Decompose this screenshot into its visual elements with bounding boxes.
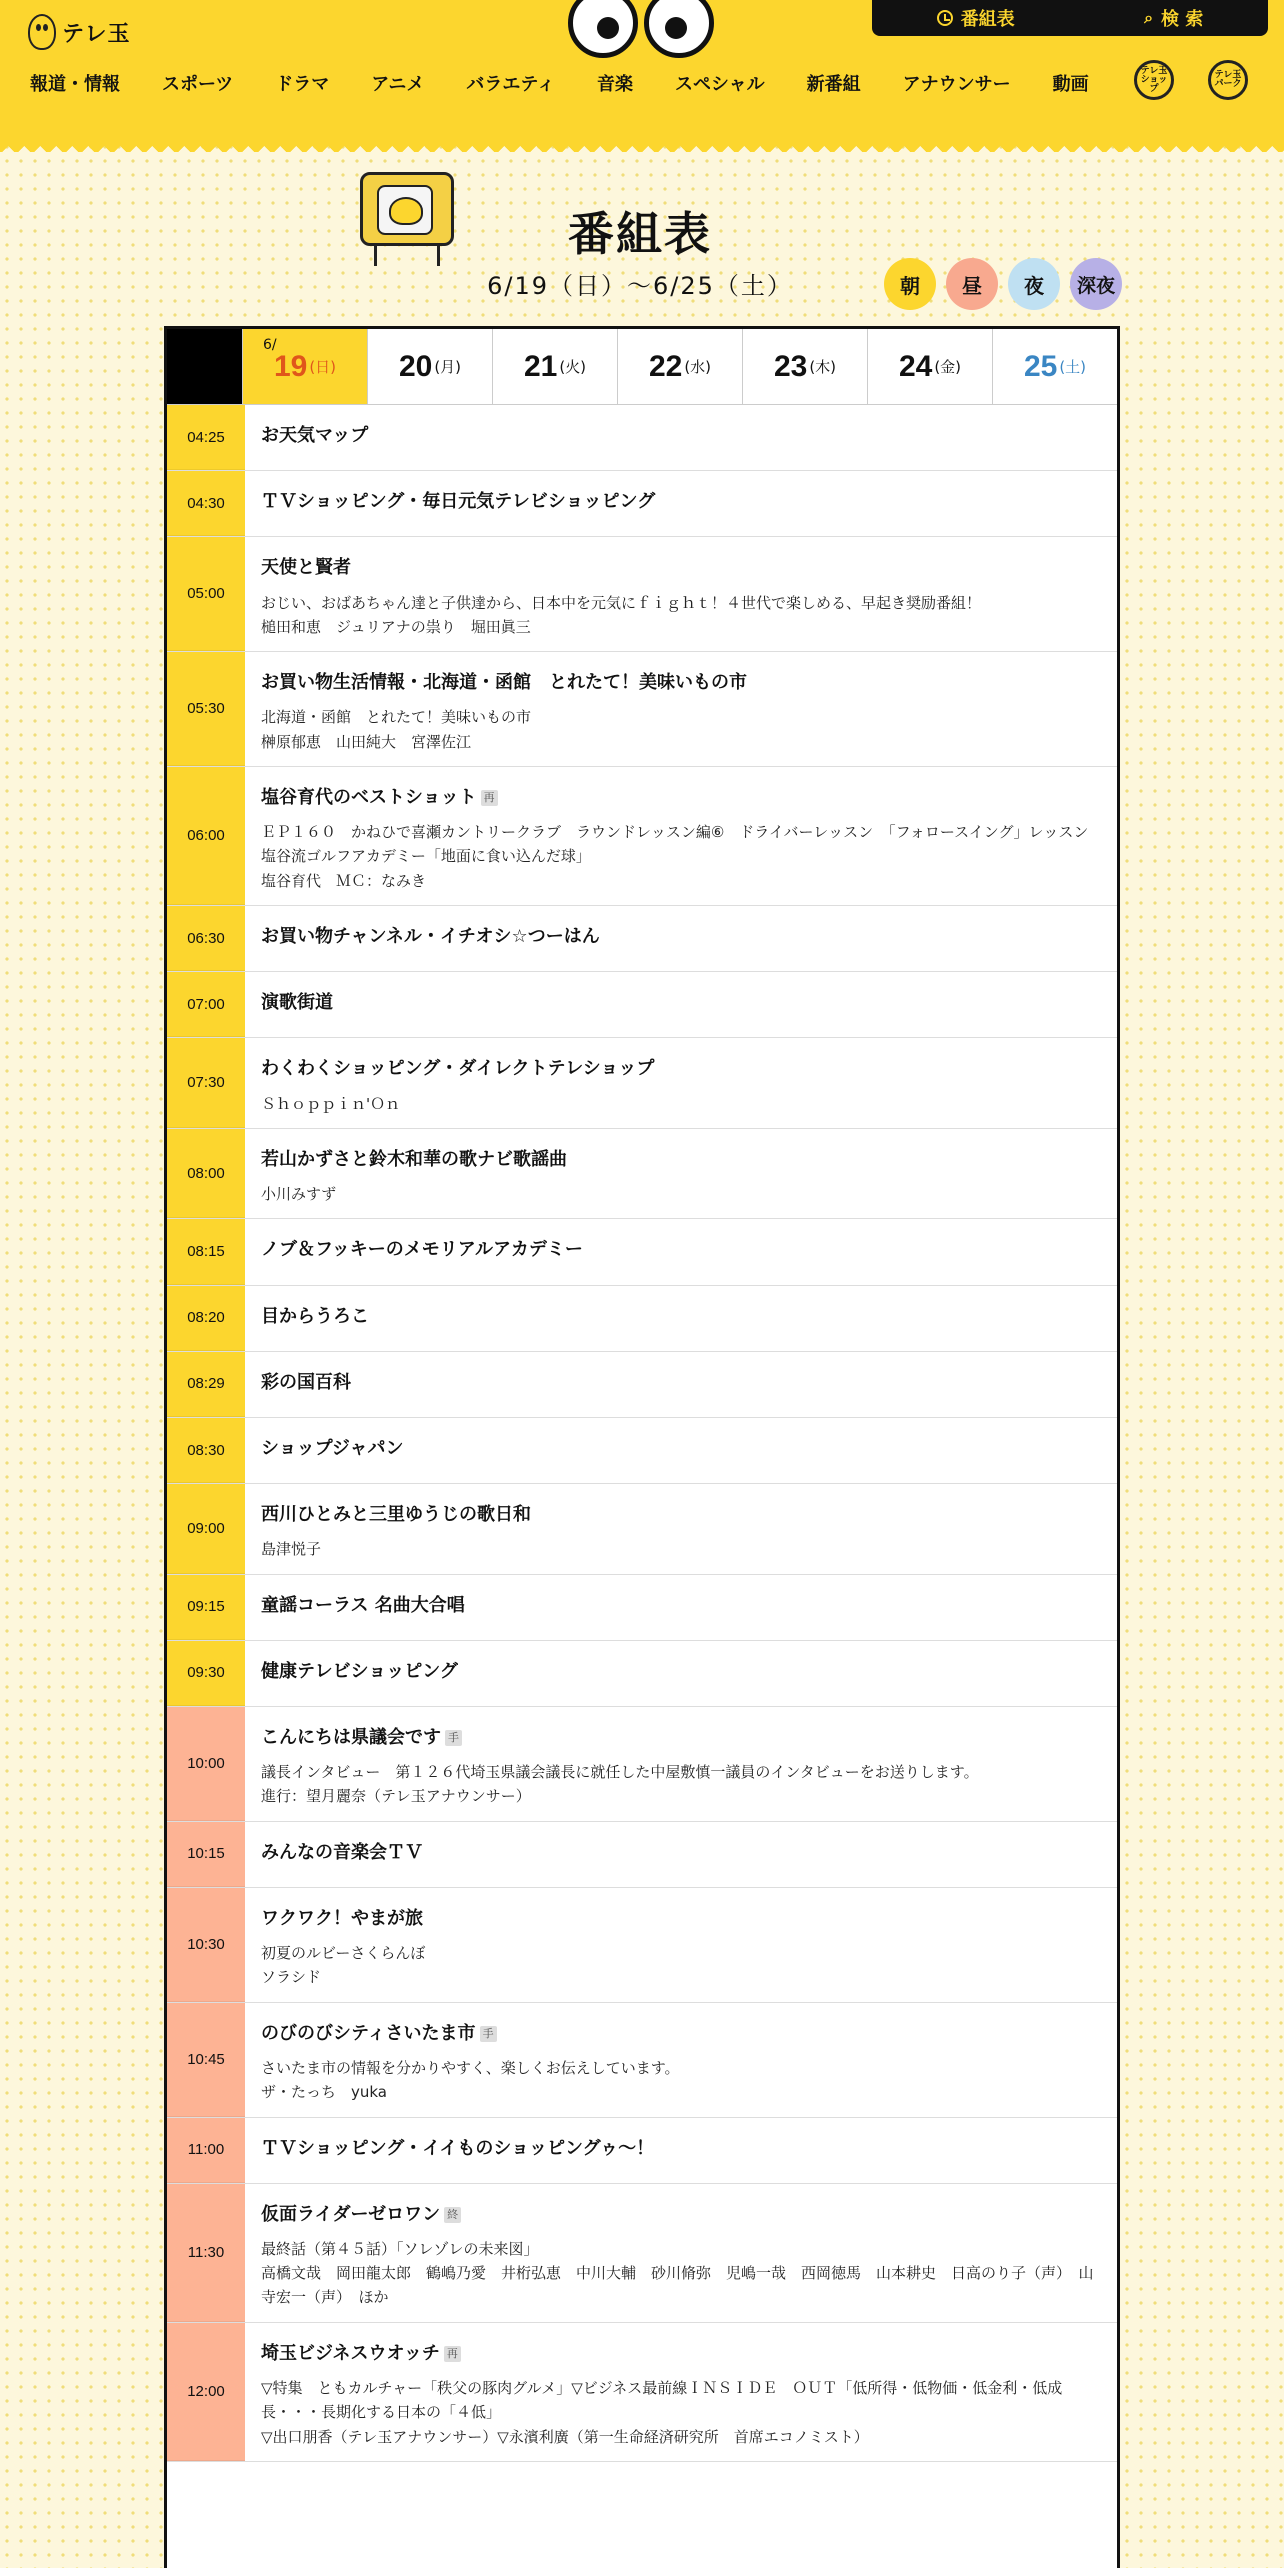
program-cell[interactable] [245, 1707, 1117, 1821]
daypart-jump-buttons [884, 258, 1122, 310]
program-title-line [261, 1659, 1101, 1684]
program-time: 09:15 [167, 1575, 245, 1640]
program-cell[interactable] [245, 2323, 1117, 2461]
logo-text: テレ玉 [62, 21, 131, 47]
month-label: 6/ [263, 337, 277, 353]
program-cell[interactable] [245, 405, 1117, 470]
program-row [167, 1418, 1117, 1484]
nav-news[interactable]: 報道・情報 [30, 74, 120, 95]
program-title: お買い物生活情報・北海道・函館 とれたて！美味いもの市 [261, 672, 747, 694]
day-weekday: (水) [684, 358, 712, 376]
date-range: 6/19（日）〜6/25（土） [487, 272, 793, 300]
day-weekday: (土) [1059, 358, 1087, 376]
program-badge: 再 [481, 790, 498, 806]
program-row [167, 1822, 1117, 1888]
main-nav [30, 70, 1131, 96]
program-row [167, 2118, 1117, 2184]
program-title-line [261, 1840, 1101, 1865]
program-cell[interactable] [245, 471, 1117, 536]
day-weekday: (金) [934, 358, 962, 376]
program-title: 彩の国百科 [261, 1371, 351, 1393]
program-title-line [261, 670, 1101, 695]
tv-mascot-illustration [352, 168, 460, 268]
program-time: 10:15 [167, 1822, 245, 1887]
program-title: のびのびシティさいたま市 [261, 2022, 476, 2044]
program-title-line [261, 1304, 1101, 1329]
program-row [167, 1575, 1117, 1641]
program-row [167, 1286, 1117, 1352]
program-cell[interactable] [245, 1484, 1117, 1573]
program-row [167, 1484, 1117, 1574]
program-title: 埼玉ビジネスウオッチ [261, 2342, 440, 2364]
nav-new-programs[interactable]: 新番組 [806, 74, 861, 95]
header-corner [167, 329, 242, 404]
program-title: ＴＶショッピング・イイものショッピングゥ～！ [261, 2137, 655, 2159]
program-row [167, 906, 1117, 972]
program-title-line [261, 1056, 1101, 1081]
mascot-icon [28, 14, 56, 50]
clock-icon [937, 10, 953, 26]
program-title: 健康テレビショッピング [261, 1660, 458, 1682]
program-time: 09:30 [167, 1641, 245, 1706]
nav-videos[interactable]: 動画 [1052, 74, 1089, 95]
program-title-line [261, 1502, 1101, 1527]
day-number: 23 [773, 349, 808, 383]
program-badge: 手 [480, 2026, 497, 2042]
program-cell[interactable] [245, 652, 1117, 766]
program-time: 09:00 [167, 1484, 245, 1573]
program-time: 08:15 [167, 1219, 245, 1284]
day-tab-25[interactable] [992, 329, 1117, 404]
program-description: 島津悦子 [261, 1540, 322, 1559]
program-title-line [261, 1725, 1101, 1750]
daypart-late-night-button[interactable]: 深夜 [1070, 258, 1122, 310]
day-tab-24[interactable] [867, 329, 992, 404]
program-badge: 再 [444, 2346, 461, 2362]
program-cell[interactable] [245, 2184, 1117, 2322]
program-time: 05:00 [167, 537, 245, 651]
program-time: 07:00 [167, 972, 245, 1037]
program-title-line [261, 2021, 1101, 2046]
program-cell[interactable] [245, 1038, 1117, 1127]
program-cell[interactable] [245, 1575, 1117, 1640]
program-description: さいたま市の情報を分かりやすく、楽しくお伝えしています。 ザ・たっち yuka [261, 2058, 680, 2102]
program-title: 若山かずさと鈴木和華の歌ナビ歌謡曲 [261, 1148, 567, 1170]
site-header [0, 0, 1284, 140]
search-link[interactable] [1144, 5, 1203, 31]
program-description: ＥＰ１６０ かねひで喜瀬カントリークラブ ラウンドレッスン編⑥ ドライバーレッスン 「フォロースイング」レッスン 塩谷流ゴルフアカデミー「地面に食い込んだ球」 塩谷育代 ＭＣ：なみき [261, 823, 1089, 890]
program-row [167, 652, 1117, 767]
nav-variety[interactable]: バラエティ [466, 74, 555, 95]
day-number: 24 [898, 349, 933, 383]
program-row [167, 972, 1117, 1038]
utility-bar [872, 0, 1268, 36]
program-cell[interactable] [245, 1822, 1117, 1887]
program-cell[interactable] [245, 1286, 1117, 1351]
program-title-line [261, 2136, 1101, 2161]
program-row [167, 2184, 1117, 2323]
program-title-line [261, 1147, 1101, 1172]
tv-icon [360, 172, 454, 246]
program-title: ショップジャパン [261, 1437, 404, 1459]
program-description: Ｓｈｏｐｐｉｎ'Ｏｎ [261, 1094, 401, 1113]
day-tab-21[interactable] [492, 329, 617, 404]
nav-drama[interactable]: ドラマ [275, 74, 330, 95]
program-badge: 手 [445, 1730, 462, 1746]
program-row [167, 1129, 1117, 1219]
park-link[interactable]: テレ玉 パーク [1208, 60, 1248, 100]
program-description: 最終話（第４５話）「ソレゾレの未来図」 高橋文哉 岡田龍太郎 鶴嶋乃愛 井桁弘恵 中川大輔 砂川脩弥 児嶋一哉 西岡徳馬 山本耕史 日高のり子（声） 山寺宏一（声） ほか [261, 2239, 1094, 2307]
search-link-label: 検 索 [1161, 9, 1204, 30]
day-number: 25 [1023, 349, 1058, 383]
program-description: 議長インタビュー 第１２６代埼玉県議会議長に就任した中屋敷慎一議員のインタビューをお送りします。 進行：望月麗奈（テレ玉アナウンサー） [261, 1763, 979, 1806]
program-row [167, 1641, 1117, 1707]
day-tab-20[interactable] [367, 329, 492, 404]
program-title-line [261, 1906, 1101, 1931]
program-time: 08:29 [167, 1352, 245, 1417]
program-cell[interactable] [245, 537, 1117, 651]
program-title: 目からうろこ [261, 1305, 369, 1327]
program-time: 08:30 [167, 1418, 245, 1483]
program-time: 06:00 [167, 767, 245, 905]
schedule-table [164, 326, 1120, 2568]
program-time: 10:45 [167, 2003, 245, 2117]
program-time: 07:30 [167, 1038, 245, 1127]
program-description: 初夏のルビーさくらんぼ ソラシド [261, 1944, 426, 1987]
program-title: ＴＶショッピング・毎日元気テレビショッピング [261, 491, 656, 513]
program-description: おじい、おばあちゃん達と子供達から、日本中を元気にｆｉｇｈｔ！４世代で楽しめる、早起き奨励番組！ 槌田和恵 ジュリアナの祟り 堀田眞三 [261, 593, 982, 636]
nav-sports[interactable]: スポーツ [162, 74, 234, 95]
program-time: 10:30 [167, 1888, 245, 2002]
day-number: 20 [398, 349, 433, 383]
day-tabs [167, 329, 1117, 405]
program-row [167, 537, 1117, 652]
program-title: 西川ひとみと三里ゆうじの歌日和 [261, 1504, 531, 1526]
program-row [167, 1888, 1117, 2003]
day-tab-23[interactable] [742, 329, 867, 404]
daypart-night-button[interactable]: 夜 [1008, 258, 1060, 310]
program-title: お買い物チャンネル・イチオシ☆つーはん [261, 926, 600, 948]
program-title: 演歌街道 [261, 992, 333, 1014]
nav-special[interactable]: スペシャル [674, 74, 765, 95]
program-title: みんなの音楽会ＴＶ [261, 1841, 423, 1863]
program-title-line [261, 1593, 1101, 1618]
program-time: 12:00 [167, 2323, 245, 2461]
program-title-line [261, 990, 1101, 1015]
header-zigzag-edge [0, 140, 1284, 152]
program-title: 童謡コーラス 名曲大合唱 [261, 1594, 465, 1616]
program-title: 塩谷育代のベストショット [261, 786, 477, 808]
day-weekday: (木) [809, 358, 837, 376]
program-cell[interactable] [245, 1888, 1117, 2002]
program-row [167, 471, 1117, 537]
day-tab-22[interactable] [617, 329, 742, 404]
program-title: 天使と賢者 [261, 557, 351, 579]
daypart-morning-button[interactable]: 朝 [884, 258, 936, 310]
nav-announcers[interactable]: アナウンサー [902, 74, 1011, 95]
program-cell[interactable] [245, 767, 1117, 905]
program-time: 05:30 [167, 652, 245, 766]
program-badge: 終 [444, 2207, 461, 2223]
program-row [167, 405, 1117, 471]
page-title: 番組表 [568, 207, 712, 261]
program-cell[interactable] [245, 2118, 1117, 2183]
program-time: 11:00 [167, 2118, 245, 2183]
program-time: 04:30 [167, 471, 245, 536]
program-description: 北海道・函館 とれたて！美味いもの市 榊原郁恵 山田純大 宮澤佐江 [261, 708, 532, 751]
program-row [167, 2323, 1117, 2462]
mascot-eyes [568, 0, 714, 58]
program-title-line [261, 423, 1101, 448]
program-title-line [261, 489, 1101, 514]
program-row [167, 1707, 1117, 1822]
program-title: ワクワク！やまが旅 [261, 1907, 423, 1929]
program-title: お天気マップ [261, 425, 369, 446]
program-time: 11:30 [167, 2184, 245, 2322]
program-cell[interactable] [245, 2003, 1117, 2117]
program-title-line [261, 1237, 1101, 1262]
program-time: 08:00 [167, 1129, 245, 1218]
program-title-line [261, 924, 1101, 949]
program-row [167, 2003, 1117, 2118]
search-icon: ⌕ [1144, 8, 1154, 27]
day-weekday: (日) [309, 358, 337, 376]
day-tab-19[interactable] [242, 329, 367, 404]
program-title: 仮面ライダーゼロワン [261, 2203, 441, 2225]
nav-anime[interactable]: アニメ [371, 74, 425, 95]
program-cell[interactable] [245, 1219, 1117, 1284]
program-description: ▽特集 ともカルチャー「秩父の豚肉グルメ」▽ビジネス最前線ＩＮＳＩＤＥ ＯＵＴ「低所得・低物価・低金利・低成長・・・長期化する日本の「４低」 ▽出口朋香（テレ玉アナウンサー）▽永濱利廣（第一生命経済研究所 首席エコノミスト） [261, 2378, 1063, 2446]
program-time: 04:25 [167, 405, 245, 470]
day-number: 21 [523, 349, 558, 383]
day-number: 19 [273, 349, 308, 383]
program-cell[interactable] [245, 906, 1117, 971]
schedule-link-label: 番組表 [960, 9, 1015, 30]
program-row [167, 1038, 1117, 1128]
program-time: 06:30 [167, 906, 245, 971]
program-title-line [261, 2341, 1101, 2366]
program-time: 08:20 [167, 1286, 245, 1351]
eye-icon [644, 0, 714, 58]
day-weekday: (月) [434, 358, 462, 376]
program-title-line [261, 555, 1101, 580]
eye-icon [568, 0, 638, 58]
program-list [167, 405, 1117, 2462]
day-weekday: (火) [559, 358, 587, 376]
program-cell[interactable] [245, 1418, 1117, 1483]
daypart-day-button[interactable]: 昼 [946, 258, 998, 310]
day-number: 22 [648, 349, 683, 383]
program-title: わくわくショッピング・ダイレクトテレショップ [261, 1058, 655, 1080]
program-row [167, 767, 1117, 906]
schedule-link[interactable] [937, 5, 1015, 31]
program-cell[interactable] [245, 972, 1117, 1037]
shop-link[interactable]: テレ玉 ショップ [1134, 60, 1174, 100]
site-logo[interactable] [28, 14, 131, 50]
program-title: ノブ＆フッキーのメモリアルアカデミー [261, 1239, 583, 1261]
program-cell[interactable] [245, 1129, 1117, 1218]
program-title-line [261, 785, 1101, 810]
program-title-line [261, 1370, 1101, 1395]
program-description: 小川みすず [261, 1185, 337, 1204]
nav-music[interactable]: 音楽 [596, 74, 633, 95]
program-row [167, 1352, 1117, 1418]
program-row [167, 1219, 1117, 1285]
program-title-line [261, 2202, 1101, 2227]
program-title: こんにちは県議会です [261, 1726, 441, 1748]
program-cell[interactable] [245, 1352, 1117, 1417]
program-title-line [261, 1436, 1101, 1461]
program-time: 10:00 [167, 1707, 245, 1821]
program-cell[interactable] [245, 1641, 1117, 1706]
